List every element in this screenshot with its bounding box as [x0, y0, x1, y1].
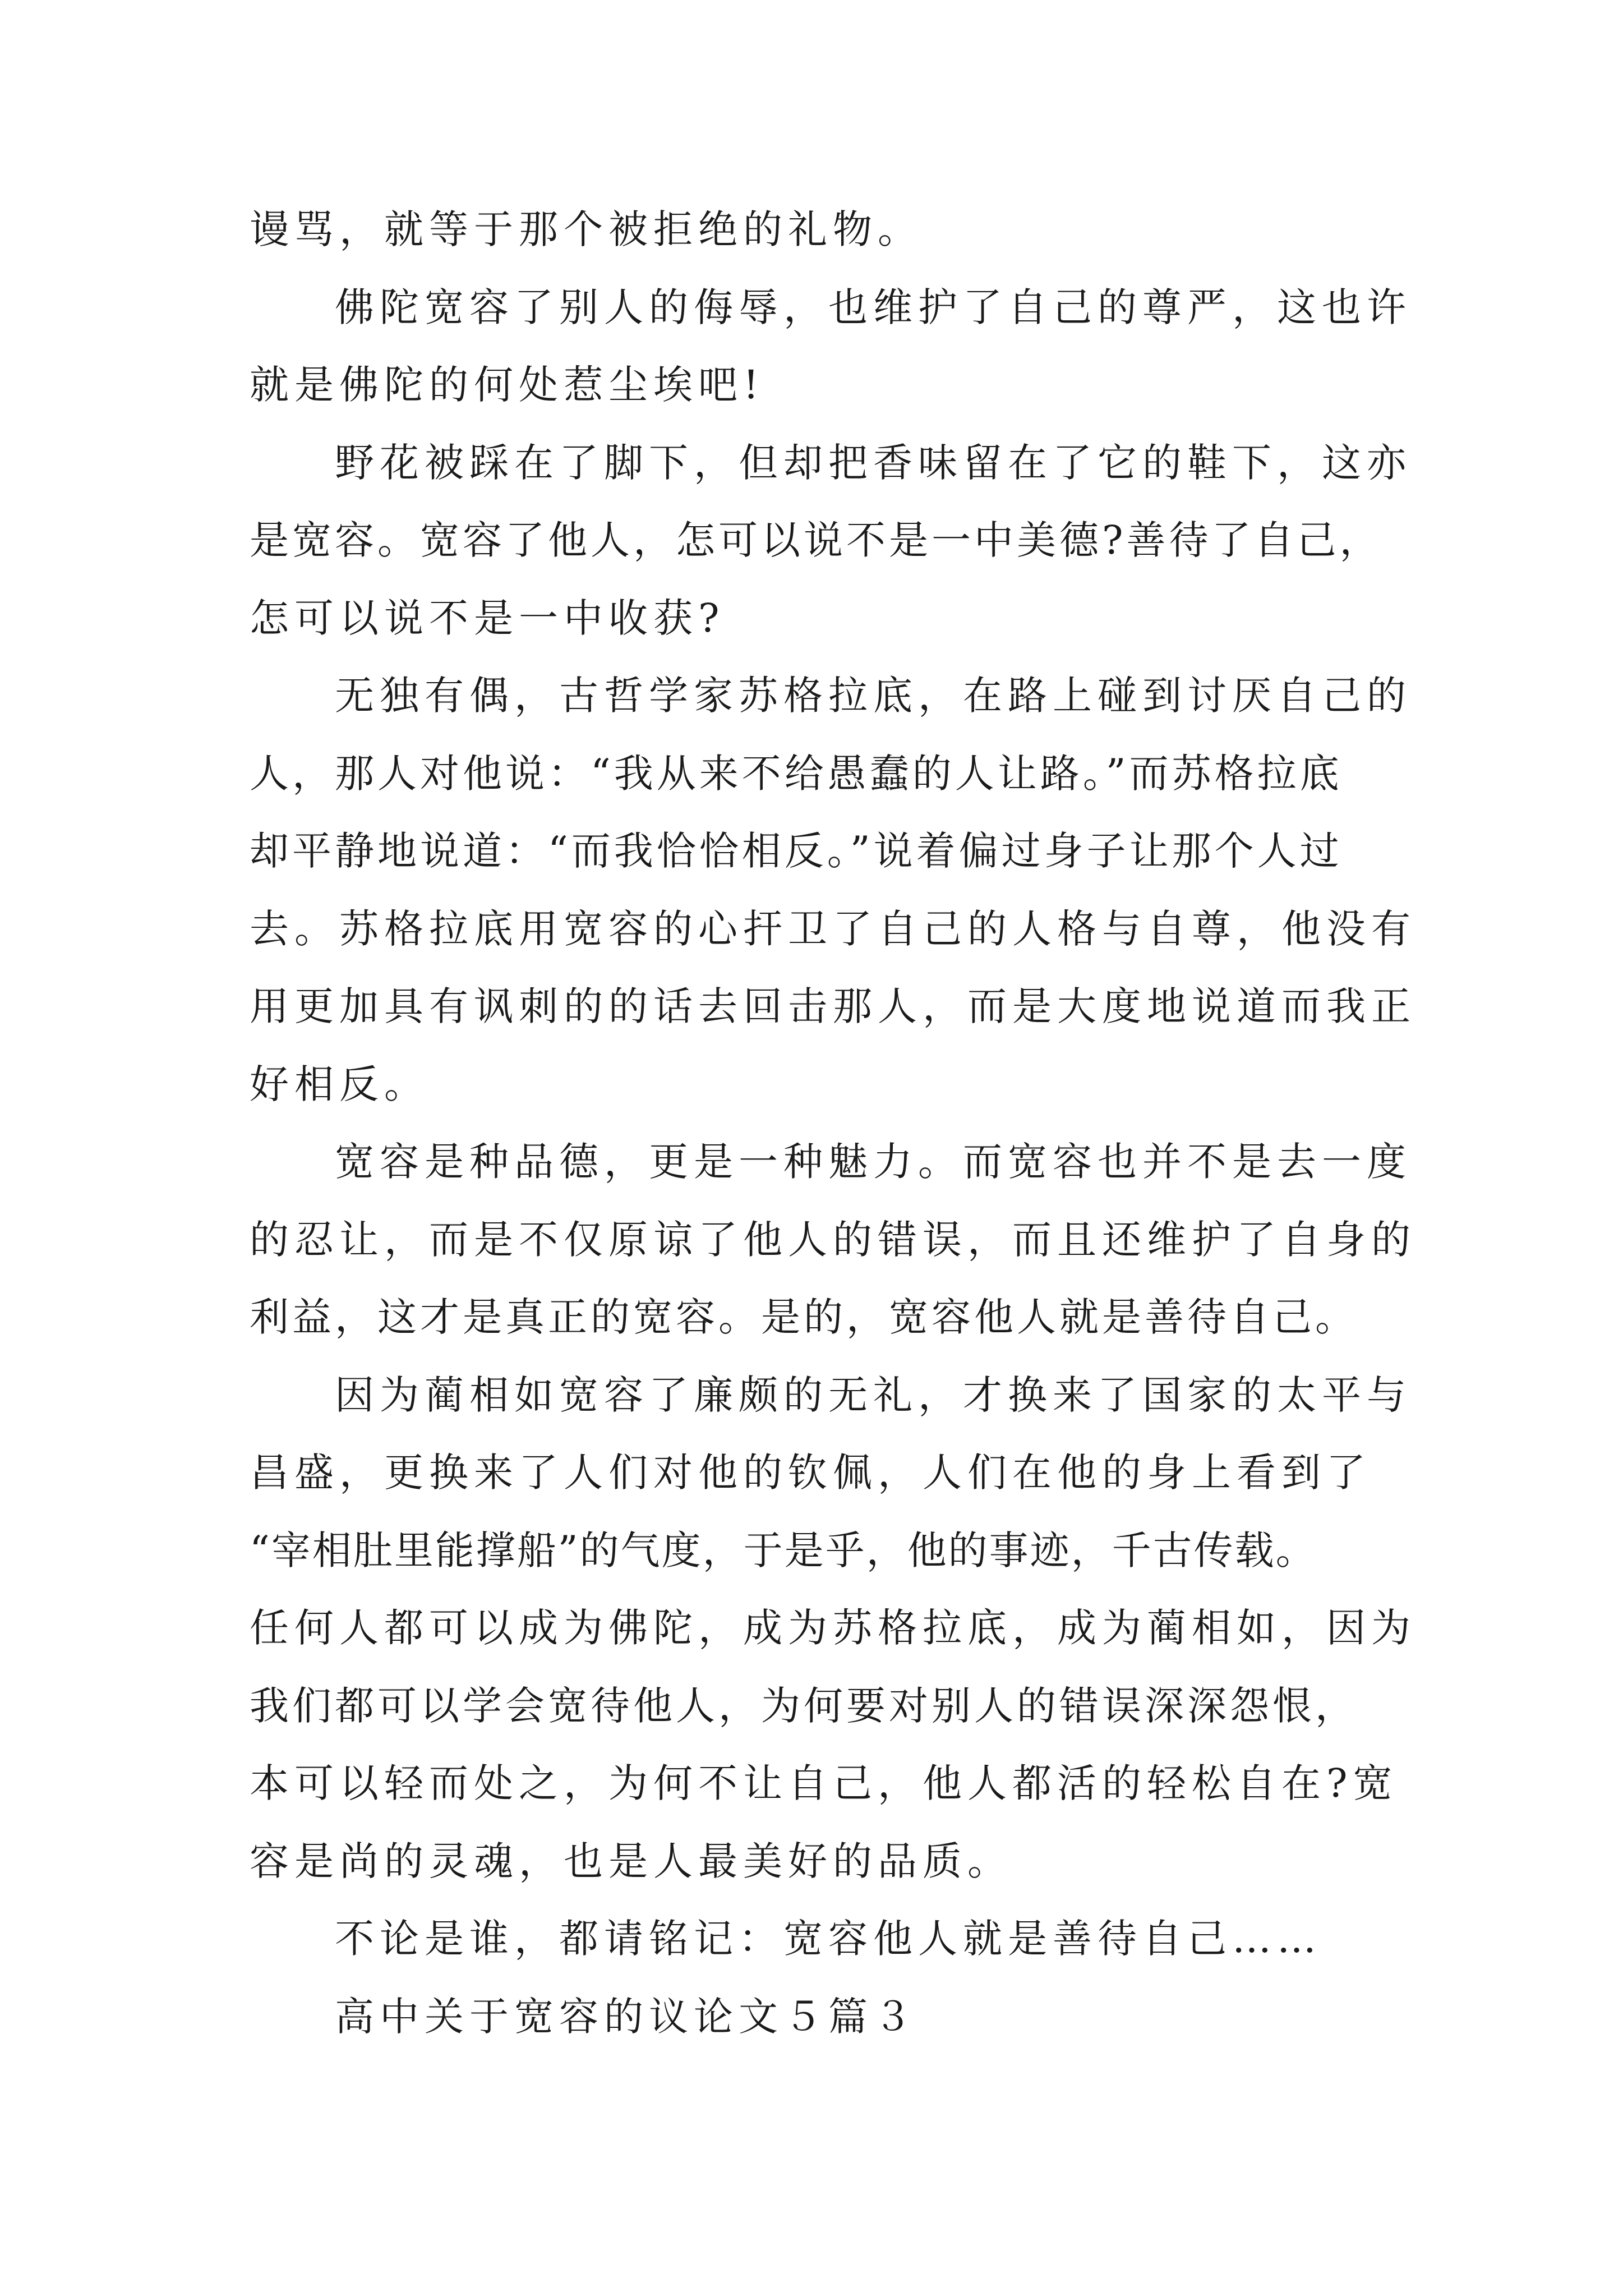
text-line: 的忍让，而是不仅原谅了他人的错误，而且还维护了自身的 [250, 1216, 1416, 1263]
section-heading: 高中关于宽容的议论文５篇３ [335, 1993, 918, 2040]
paragraph-start-line: 佛陀宽容了别人的侮辱，也维护了自己的尊严，这也许 [335, 284, 1412, 330]
paragraph-start-line: 野花被踩在了脚下，但却把香味留在了它的鞋下，这亦 [335, 439, 1412, 486]
text-line: 好相反。 [250, 1061, 429, 1107]
paragraph-start-line: 宽容是种品德，更是一种魅力。而宽容也并不是去一度 [335, 1139, 1412, 1185]
text-line: 任何人都可以成为佛陀，成为苏格拉底，成为蔺相如，因为 [250, 1605, 1416, 1651]
text-line: 容是尚的灵魂，也是人最美好的品质。 [250, 1838, 1012, 1884]
text-line: 却平静地说道：“而我恰恰相反。”说着偏过身子让那个人过 [250, 828, 1343, 874]
text-line: 昌盛，更换来了人们对他的钦佩，人们在他的身上看到了 [250, 1450, 1371, 1496]
text-line: 我们都可以学会宽待他人，为何要对别人的错误深深怨恨， [250, 1682, 1358, 1729]
text-line: 人，那人对他说：“我从来不给愚蠢的人让路。”而苏格拉底 [250, 750, 1343, 797]
paragraph-start-line: 不论是谁，都请铭记：宽容他人就是善待自己…… [335, 1916, 1322, 1962]
text-line: 去。苏格拉底用宽容的心扞卫了自己的人格与自尊，他没有 [250, 905, 1416, 952]
paragraph-start-line: 因为蔺相如宽容了廉颇的无礼，才换来了国家的太平与 [335, 1372, 1412, 1418]
text-line: 怎可以说不是一中收获? [250, 595, 725, 641]
text-line: 利益，这才是真正的宽容。是的，宽容他人就是善待自己。 [250, 1294, 1358, 1340]
document-body [250, 191, 1416, 2055]
text-line: 就是佛陀的何处惹尘埃吧! [250, 362, 765, 408]
text-line: 用更加具有讽刺的的话去回击那人，而是大度地说道而我正 [250, 983, 1416, 1029]
paragraph-start-line: 无独有偶，古哲学家苏格拉底，在路上碰到讨厌自己的 [335, 673, 1412, 719]
text-line: 谩骂，就等于那个被拒绝的礼物。 [250, 206, 923, 252]
text-line: “宰相肚里能撑船”的气度，于是乎，他的事迹，千古传载。 [250, 1527, 1317, 1573]
text-line: 本可以轻而处之，为何不让自己，他人都活的轻松自在?宽 [250, 1760, 1398, 1806]
text-line: 是宽容。宽容了他人，怎可以说不是一中美德?善待了自己， [250, 517, 1382, 563]
